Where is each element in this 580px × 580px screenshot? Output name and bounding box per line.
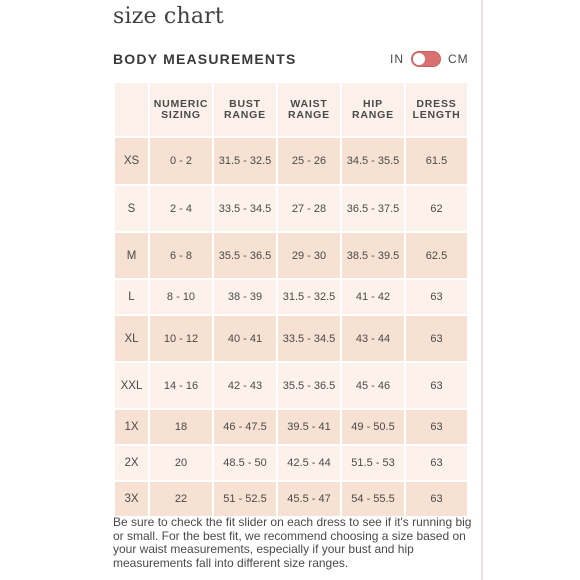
numeric-cell: 0 - 2 — [150, 138, 212, 184]
size-cell: 1X — [115, 410, 148, 444]
header-hip-range: HIP RANGE — [342, 83, 404, 136]
length-cell: 62 — [406, 186, 467, 231]
waist-cell: 29 - 30 — [278, 233, 340, 278]
length-cell: 63 — [406, 410, 467, 444]
unit-switch[interactable] — [411, 51, 441, 67]
length-cell: 62.5 — [406, 233, 467, 278]
hip-cell: 51.5 - 53 — [342, 446, 404, 480]
numeric-cell: 10 - 12 — [150, 316, 212, 361]
numeric-cell: 22 — [150, 482, 212, 516]
table-row — [115, 280, 467, 314]
bust-cell: 48.5 - 50 — [214, 446, 276, 480]
waist-cell: 25 - 26 — [278, 138, 340, 184]
header-numeric-sizing: NUMERIC SIZING — [150, 83, 212, 136]
hip-cell: 45 - 46 — [342, 363, 404, 408]
waist-cell: 39.5 - 41 — [278, 410, 340, 444]
table-row — [115, 446, 467, 480]
table-body — [115, 138, 467, 516]
length-cell: 61.5 — [406, 138, 467, 184]
waist-cell: 31.5 - 32.5 — [278, 280, 340, 314]
hip-cell: 41 - 42 — [342, 280, 404, 314]
bust-cell: 35.5 - 36.5 — [214, 233, 276, 278]
waist-cell: 42.5 - 44 — [278, 446, 340, 480]
unit-toggle[interactable] — [390, 50, 469, 68]
fit-note: Be sure to check the fit slider on each dress to see if it's running big or small. For the best fit, we recommend choosing a size based on your waist measurements, especially if your bust and hip measurements fall into different size ranges. — [113, 515, 472, 570]
numeric-cell: 8 - 10 — [150, 280, 212, 314]
hip-cell: 36.5 - 37.5 — [342, 186, 404, 231]
page-title: size chart — [113, 4, 224, 29]
size-table — [113, 81, 469, 518]
bust-cell: 46 - 47.5 — [214, 410, 276, 444]
numeric-cell: 18 — [150, 410, 212, 444]
table-row — [115, 186, 467, 231]
size-cell: 3X — [115, 482, 148, 516]
header-waist-range: WAIST RANGE — [278, 83, 340, 136]
table-row — [115, 138, 467, 184]
size-cell: XXL — [115, 363, 148, 408]
table-row — [115, 316, 467, 361]
numeric-cell: 20 — [150, 446, 212, 480]
bust-cell: 51 - 52.5 — [214, 482, 276, 516]
bust-cell: 38 - 39 — [214, 280, 276, 314]
table-row — [115, 233, 467, 278]
header-dress-length: DRESS LENGTH — [406, 83, 467, 136]
table-row — [115, 482, 467, 516]
waist-cell: 35.5 - 36.5 — [278, 363, 340, 408]
waist-cell: 27 - 28 — [278, 186, 340, 231]
section-heading: BODY MEASUREMENTS — [113, 51, 297, 67]
table-row — [115, 363, 467, 408]
length-cell: 63 — [406, 363, 467, 408]
hip-cell: 43 - 44 — [342, 316, 404, 361]
hip-cell: 34.5 - 35.5 — [342, 138, 404, 184]
bust-cell: 31.5 - 32.5 — [214, 138, 276, 184]
size-cell: XL — [115, 316, 148, 361]
length-cell: 63 — [406, 316, 467, 361]
table-header-row — [115, 83, 467, 136]
numeric-cell: 2 - 4 — [150, 186, 212, 231]
hip-cell: 54 - 55.5 — [342, 482, 404, 516]
size-cell: 2X — [115, 446, 148, 480]
numeric-cell: 6 - 8 — [150, 233, 212, 278]
header-size — [115, 83, 148, 136]
bust-cell: 33.5 - 34.5 — [214, 186, 276, 231]
numeric-cell: 14 - 16 — [150, 363, 212, 408]
length-cell: 63 — [406, 280, 467, 314]
header-bust-range: BUST RANGE — [214, 83, 276, 136]
bust-cell: 40 - 41 — [214, 316, 276, 361]
unit-label-cm[interactable]: CM — [448, 52, 469, 66]
size-cell: XS — [115, 138, 148, 184]
length-cell: 63 — [406, 482, 467, 516]
size-cell: L — [115, 280, 148, 314]
switch-knob[interactable] — [413, 53, 425, 65]
size-cell: S — [115, 186, 148, 231]
waist-cell: 33.5 - 34.5 — [278, 316, 340, 361]
unit-label-in[interactable]: IN — [390, 52, 404, 66]
bust-cell: 42 - 43 — [214, 363, 276, 408]
panel-divider — [481, 0, 483, 580]
size-cell: M — [115, 233, 148, 278]
table-row — [115, 410, 467, 444]
waist-cell: 45.5 - 47 — [278, 482, 340, 516]
hip-cell: 38.5 - 39.5 — [342, 233, 404, 278]
length-cell: 63 — [406, 446, 467, 480]
hip-cell: 49 - 50.5 — [342, 410, 404, 444]
